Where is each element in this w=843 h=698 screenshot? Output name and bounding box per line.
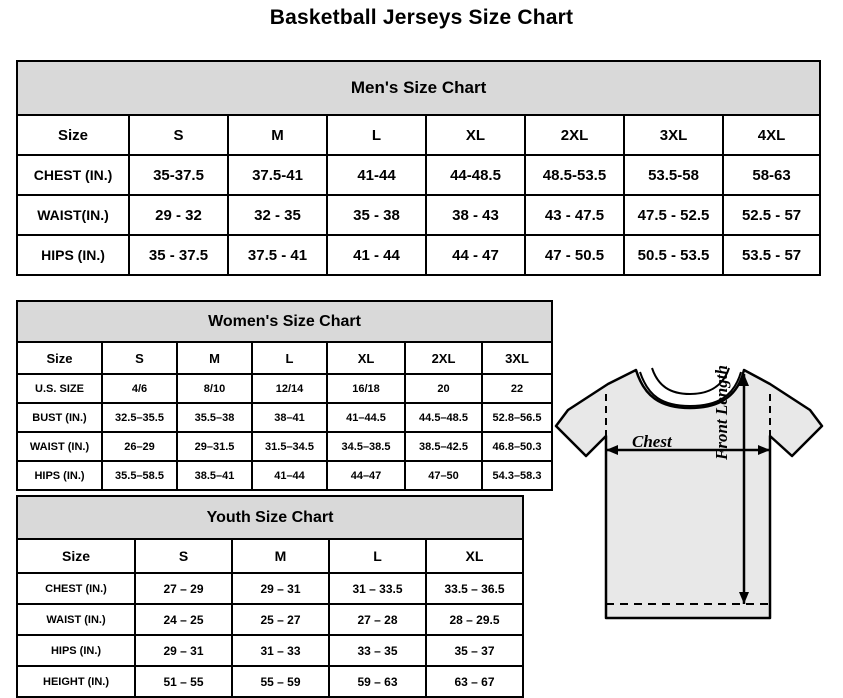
table-header-row — [17, 115, 820, 155]
cell-waist-s: 24 – 25 — [135, 604, 232, 635]
column-header-4xl: 4XL — [723, 115, 820, 155]
cell-chest-s: 35-37.5 — [129, 155, 228, 195]
column-header-size: Size — [17, 539, 135, 573]
table-caption-row — [17, 496, 523, 539]
mens-table-caption: Men's Size Chart — [17, 61, 820, 115]
table-header-row — [17, 539, 523, 573]
cell-bust-xl: 41–44.5 — [327, 403, 405, 432]
column-header-s: S — [135, 539, 232, 573]
cell-hips-l: 33 – 35 — [329, 635, 426, 666]
page-title: Basketball Jerseys Size Chart — [269, 6, 574, 29]
row-label-hips: HIPS (IN.) — [17, 461, 102, 490]
cell-waist-3xl: 47.5 - 52.5 — [624, 195, 723, 235]
row-label-hips: HIPS (IN.) — [17, 635, 135, 666]
cell-bust-s: 32.5–35.5 — [102, 403, 177, 432]
column-header-s: S — [102, 342, 177, 374]
cell-chest-4xl: 58-63 — [723, 155, 820, 195]
cell-waist-m: 32 - 35 — [228, 195, 327, 235]
cell-waist-4xl: 52.5 - 57 — [723, 195, 820, 235]
column-header-xl: XL — [327, 342, 405, 374]
cell-chest-xl: 33.5 – 36.5 — [426, 573, 523, 604]
cell-height-l: 59 – 63 — [329, 666, 426, 697]
jersey-measurement-diagram — [548, 352, 838, 672]
table-row — [17, 432, 552, 461]
cell-waist-xl: 28 – 29.5 — [426, 604, 523, 635]
cell-hips-s: 29 – 31 — [135, 635, 232, 666]
table-row — [17, 235, 820, 275]
row-label-bust: BUST (IN.) — [17, 403, 102, 432]
row-label-height: HEIGHT (IN.) — [17, 666, 135, 697]
cell-hips-3xl: 54.3–58.3 — [482, 461, 552, 490]
cell-hips-s: 35.5–58.5 — [102, 461, 177, 490]
cell-waist-l: 27 – 28 — [329, 604, 426, 635]
cell-us-size-l: 12/14 — [252, 374, 327, 403]
table-header-row — [17, 342, 552, 374]
table-row — [17, 374, 552, 403]
table-row — [17, 403, 552, 432]
table-row — [17, 635, 523, 666]
column-header-l: L — [252, 342, 327, 374]
table-row — [17, 666, 523, 697]
column-header-xl: XL — [426, 539, 523, 573]
row-label-hips: HIPS (IN.) — [17, 235, 129, 275]
cell-waist-2xl: 38.5–42.5 — [405, 432, 482, 461]
cell-waist-l: 31.5–34.5 — [252, 432, 327, 461]
table-row — [17, 604, 523, 635]
cell-hips-xl: 44 - 47 — [426, 235, 525, 275]
cell-us-size-2xl: 20 — [405, 374, 482, 403]
table-row — [17, 155, 820, 195]
cell-hips-3xl: 50.5 - 53.5 — [624, 235, 723, 275]
table-caption-row — [17, 61, 820, 115]
cell-waist-3xl: 46.8–50.3 — [482, 432, 552, 461]
cell-height-xl: 63 – 67 — [426, 666, 523, 697]
column-header-s: S — [129, 115, 228, 155]
cell-waist-xl: 34.5–38.5 — [327, 432, 405, 461]
cell-bust-m: 35.5–38 — [177, 403, 252, 432]
cell-waist-l: 35 - 38 — [327, 195, 426, 235]
youth-size-chart-table — [16, 495, 524, 698]
cell-chest-3xl: 53.5-58 — [624, 155, 723, 195]
cell-bust-2xl: 44.5–48.5 — [405, 403, 482, 432]
row-label-chest: CHEST (IN.) — [17, 573, 135, 604]
cell-waist-m: 25 – 27 — [232, 604, 329, 635]
column-header-l: L — [329, 539, 426, 573]
column-header-size: Size — [17, 115, 129, 155]
cell-us-size-m: 8/10 — [177, 374, 252, 403]
table-row — [17, 195, 820, 235]
row-label-waist: WAIST (IN.) — [17, 604, 135, 635]
column-header-m: M — [177, 342, 252, 374]
table-row — [17, 573, 523, 604]
column-header-l: L — [327, 115, 426, 155]
chest-measure-label: Chest — [632, 432, 672, 451]
cell-us-size-3xl: 22 — [482, 374, 552, 403]
mens-size-chart-table — [16, 60, 821, 276]
table-caption-row — [17, 301, 552, 342]
cell-chest-l: 41-44 — [327, 155, 426, 195]
cell-bust-3xl: 52.8–56.5 — [482, 403, 552, 432]
column-header-3xl: 3XL — [482, 342, 552, 374]
womens-size-chart-table — [16, 300, 553, 491]
column-header-3xl: 3XL — [624, 115, 723, 155]
cell-hips-m: 37.5 - 41 — [228, 235, 327, 275]
column-header-m: M — [232, 539, 329, 573]
cell-chest-l: 31 – 33.5 — [329, 573, 426, 604]
row-label-waist: WAIST (IN.) — [17, 432, 102, 461]
cell-waist-s: 26–29 — [102, 432, 177, 461]
column-header-xl: XL — [426, 115, 525, 155]
column-header-2xl: 2XL — [525, 115, 624, 155]
cell-bust-l: 38–41 — [252, 403, 327, 432]
cell-waist-xl: 38 - 43 — [426, 195, 525, 235]
cell-hips-4xl: 53.5 - 57 — [723, 235, 820, 275]
cell-chest-s: 27 – 29 — [135, 573, 232, 604]
cell-hips-m: 31 – 33 — [232, 635, 329, 666]
cell-waist-s: 29 - 32 — [129, 195, 228, 235]
cell-chest-2xl: 48.5-53.5 — [525, 155, 624, 195]
cell-waist-2xl: 43 - 47.5 — [525, 195, 624, 235]
cell-hips-l: 41 - 44 — [327, 235, 426, 275]
column-header-m: M — [228, 115, 327, 155]
cell-hips-m: 38.5–41 — [177, 461, 252, 490]
column-header-2xl: 2XL — [405, 342, 482, 374]
cell-hips-2xl: 47 - 50.5 — [525, 235, 624, 275]
row-label-us-size: U.S. SIZE — [17, 374, 102, 403]
row-label-waist: WAIST(IN.) — [17, 195, 129, 235]
cell-hips-l: 41–44 — [252, 461, 327, 490]
womens-table-caption: Women's Size Chart — [17, 301, 552, 342]
cell-hips-xl: 44–47 — [327, 461, 405, 490]
cell-hips-2xl: 47–50 — [405, 461, 482, 490]
column-header-size: Size — [17, 342, 102, 374]
youth-table-caption: Youth Size Chart — [17, 496, 523, 539]
cell-chest-m: 37.5-41 — [228, 155, 327, 195]
cell-chest-xl: 44-48.5 — [426, 155, 525, 195]
cell-hips-xl: 35 – 37 — [426, 635, 523, 666]
cell-waist-m: 29–31.5 — [177, 432, 252, 461]
table-row — [17, 461, 552, 490]
front-length-measure-label: Front Length — [712, 365, 731, 460]
cell-hips-s: 35 - 37.5 — [129, 235, 228, 275]
cell-us-size-s: 4/6 — [102, 374, 177, 403]
cell-us-size-xl: 16/18 — [327, 374, 405, 403]
cell-chest-m: 29 – 31 — [232, 573, 329, 604]
cell-height-m: 55 – 59 — [232, 666, 329, 697]
row-label-chest: CHEST (IN.) — [17, 155, 129, 195]
cell-height-s: 51 – 55 — [135, 666, 232, 697]
